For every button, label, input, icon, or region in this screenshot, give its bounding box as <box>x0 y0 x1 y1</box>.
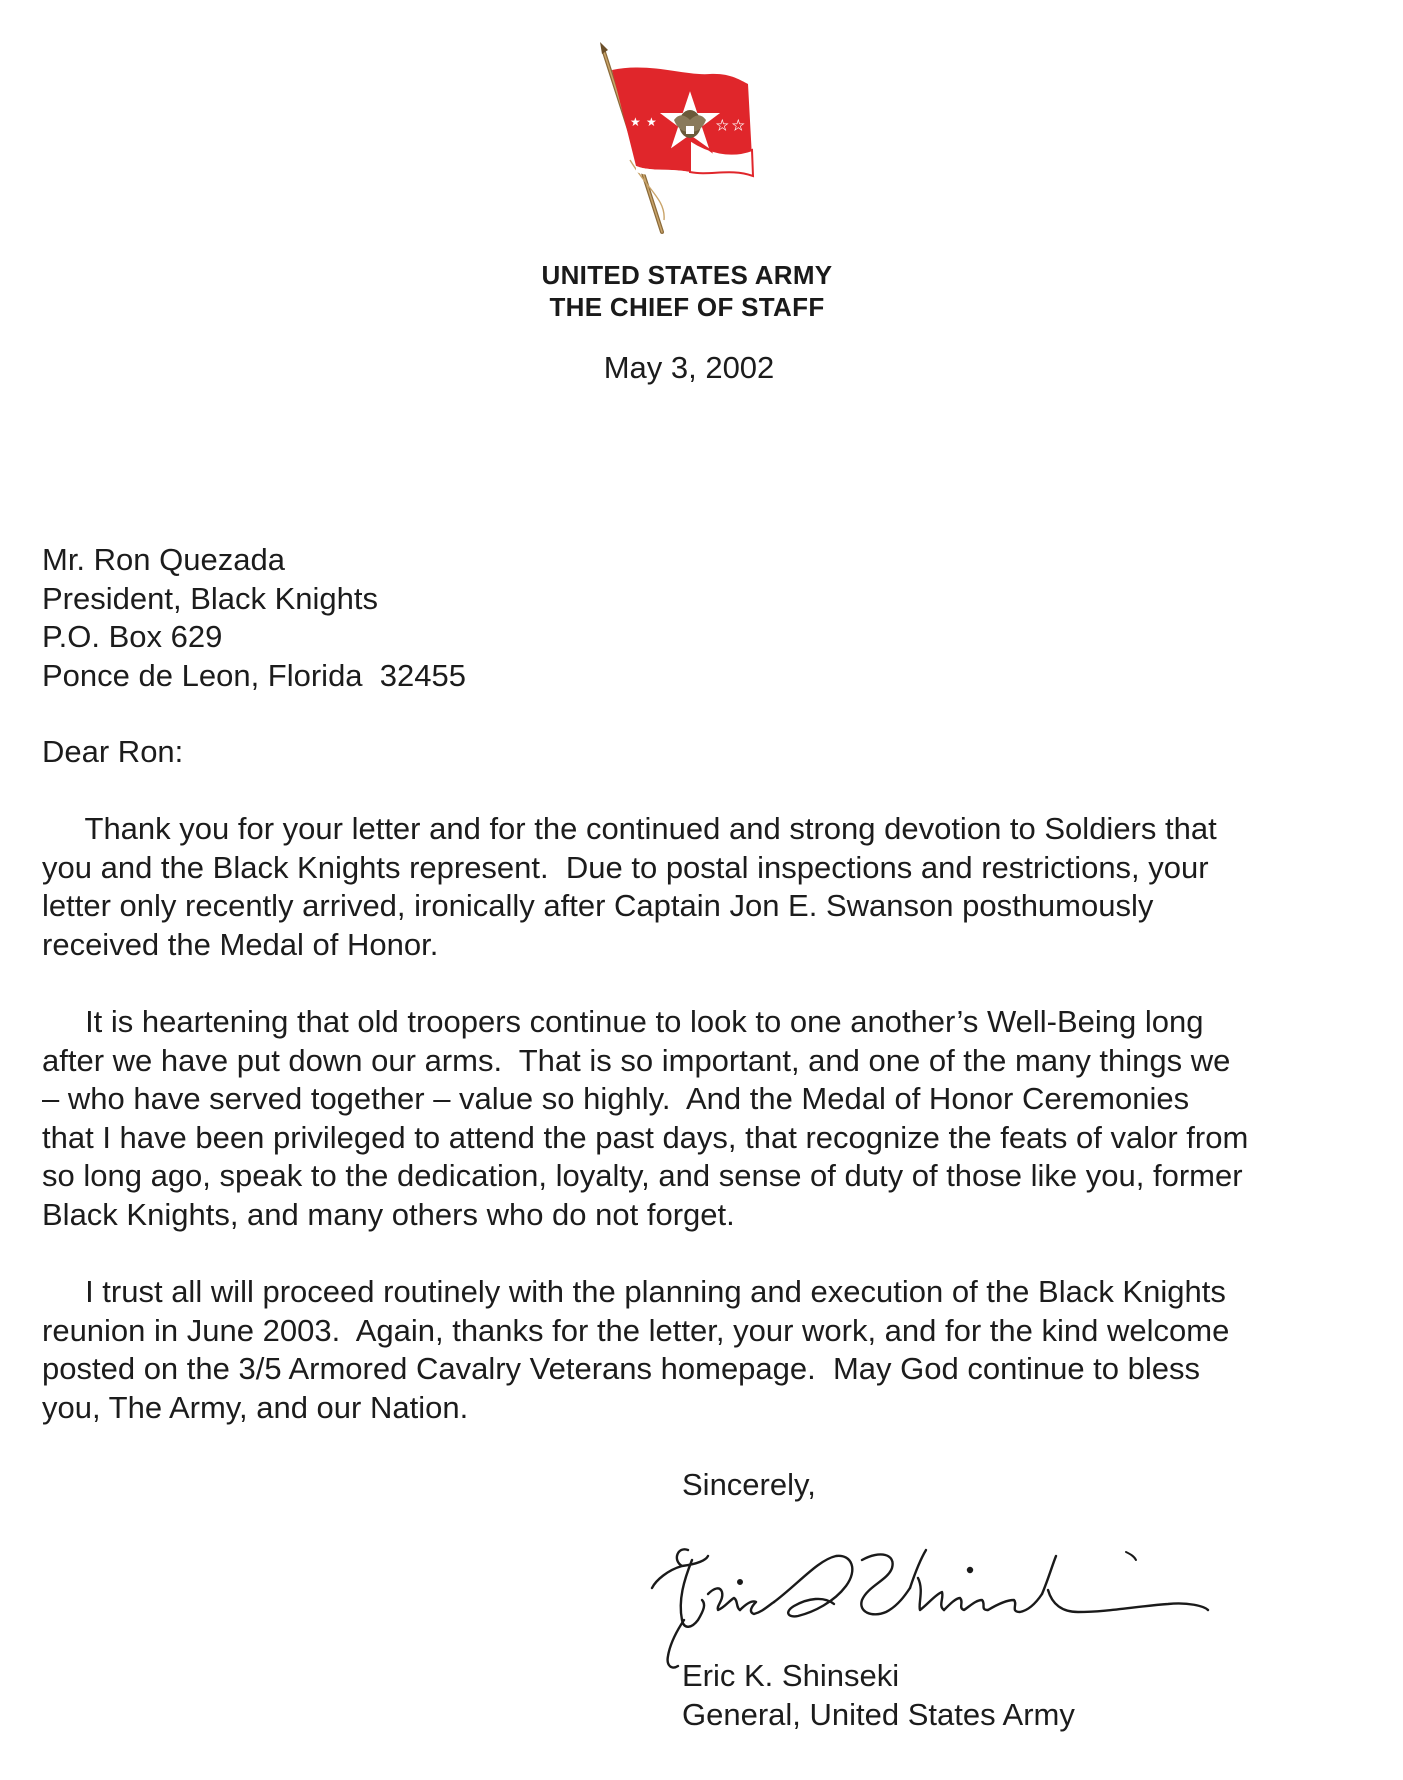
paragraph-line: after we have put down our arms. That is so important, and one of the many things we <box>42 1042 1231 1078</box>
paragraph-line: you and the Black Knights represent. Due to postal inspections and restrictions, your <box>42 849 1209 885</box>
recipient-title: President, Black Knights <box>42 580 379 616</box>
paragraph-line: Black Knights, and many others who do not forget. <box>42 1196 735 1232</box>
paragraph-line: Thank you for your letter and for the continued and strong devotion to Soldiers that <box>42 811 1217 846</box>
body-paragraph-1 <box>42 810 1217 964</box>
recipient-po-box: P.O. Box 629 <box>42 619 223 654</box>
svg-text:★: ★ <box>646 115 657 129</box>
paragraph-line: – who have served together – value so highly. And the Medal of Honor Ceremonies <box>42 1081 1190 1116</box>
paragraph-line: posted on the 3/5 Armored Cavalry Veterans homepage. May God continue to bless <box>42 1351 1201 1386</box>
paragraph-line: you, The Army, and our Nation. <box>42 1389 469 1425</box>
handwritten-signature <box>648 1520 1228 1680</box>
paragraph-line: so long ago, speak to the dedication, loyalty, and sense of duty of those like you, former <box>42 1158 1243 1193</box>
letter-date: May 3, 2002 <box>603 350 775 385</box>
paragraph-line: received the Medal of Honor. <box>42 926 439 962</box>
recipient-city-state-zip: Ponce de Leon, Florida 32455 <box>42 657 466 693</box>
recipient-name: Mr. Ron Quezada <box>42 542 285 577</box>
signer-title: General, United States Army <box>682 1696 1075 1732</box>
salutation: Dear Ron: <box>42 734 184 769</box>
signer-block <box>682 1657 1075 1734</box>
body-paragraph-2 <box>42 1003 1248 1234</box>
paragraph-line: reunion in June 2003. Again, thanks for the letter, your work, and for the kind welcome <box>42 1312 1230 1348</box>
closing: Sincerely, <box>682 1467 816 1502</box>
svg-text:★: ★ <box>630 115 641 129</box>
body-paragraph-3 <box>42 1273 1229 1427</box>
letterhead-line-2: THE CHIEF OF STAFF <box>549 292 825 322</box>
paragraph-line: letter only recently arrived, ironically after Captain Jon E. Swanson posthumously <box>42 888 1154 923</box>
svg-text:★: ★ <box>732 118 745 134</box>
signer-name: Eric K. Shinseki <box>682 1658 900 1693</box>
paragraph-line: I trust all will proceed routinely with the planning and execution of the Black Knights <box>42 1274 1226 1309</box>
paragraph-line: It is heartening that old troopers continue to look to one another’s Well-Being long <box>42 1004 1204 1039</box>
recipient-address <box>42 541 466 695</box>
paragraph-line: that I have been privileged to attend the past days, that recognize the feats of valor from <box>42 1119 1249 1155</box>
general-officer-flag-icon <box>590 40 800 245</box>
svg-text:★: ★ <box>716 118 729 134</box>
letterhead-line-1: UNITED STATES ARMY <box>541 260 833 290</box>
